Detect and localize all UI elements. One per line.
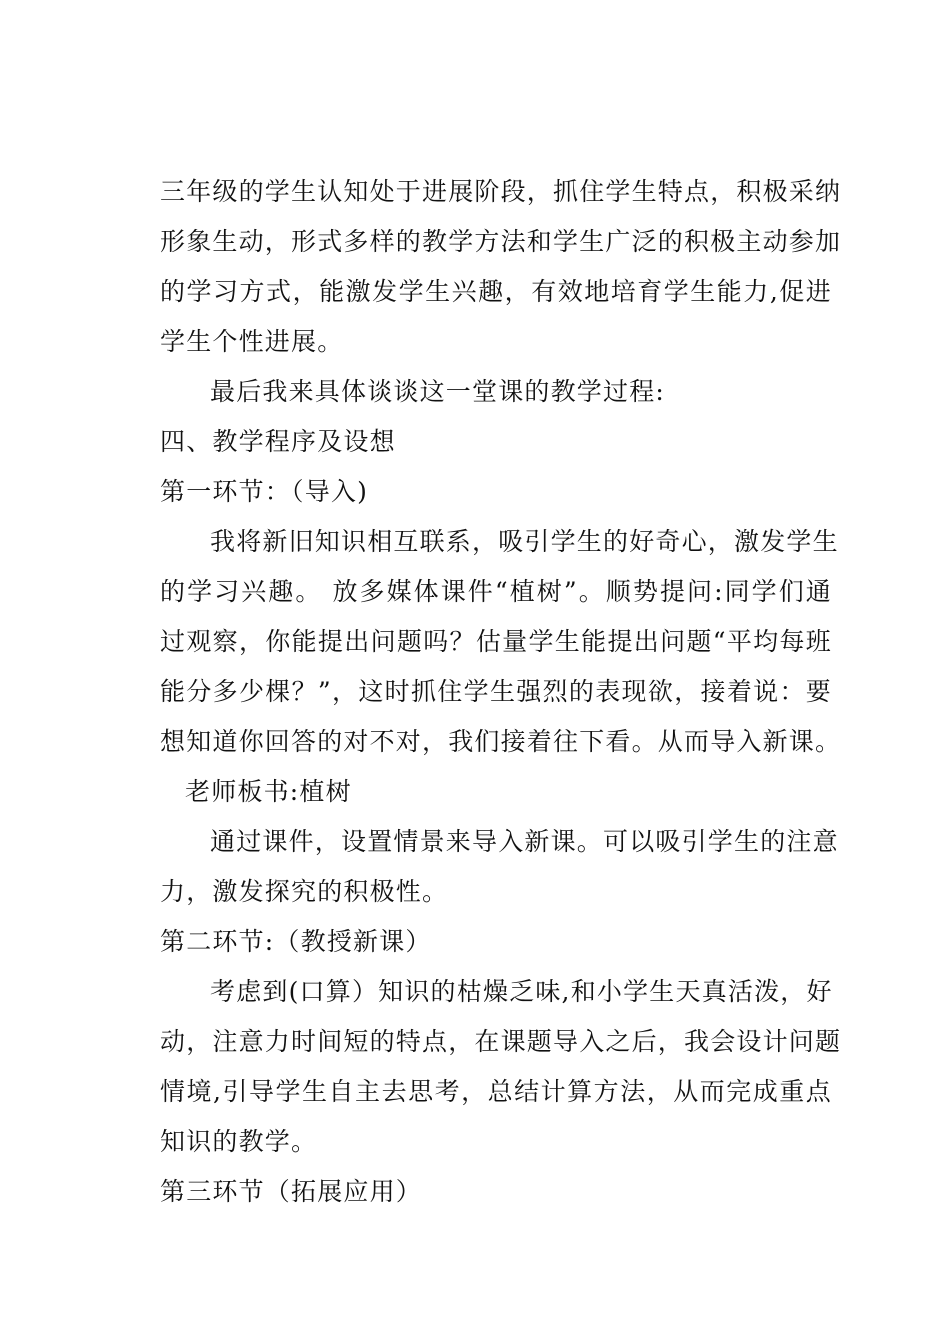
text-line: 通过课件，设置情景来导入新课。可以吸引学生的注意 <box>210 827 839 856</box>
text-line: 最后我来具体谈谈这一堂课的教学过程: <box>210 377 666 406</box>
paragraph-step-two-detail <box>160 967 842 1167</box>
text-line: 学生个性进展。 <box>160 327 344 356</box>
heading-step-two: 第二环节:（教授新课） <box>160 927 432 956</box>
text-line: 想知道你回答的对不对，我们接着往下看。从而导入新课。 <box>160 727 842 756</box>
document-page <box>160 167 842 1217</box>
heading-step-one: 第一环节：（导入) <box>160 477 369 506</box>
paragraph-intro-process <box>160 367 832 417</box>
text-line: 的学习方式，能激发学生兴趣，有效地培育学生能力,促进 <box>160 277 832 306</box>
heading-step-three: 第三环节（拓展应用） <box>160 1177 423 1206</box>
text-line: 动，注意力时间短的特点，在课题导入之后，我会设计问题 <box>160 1027 842 1056</box>
section-heading-teaching-procedure: 四、教学程序及设想 <box>160 427 396 456</box>
text-line: 形象生动，形式多样的教学方法和学生广泛的积极主动参加 <box>160 227 842 256</box>
text-line: 能分多少棵？”，这时抓住学生强烈的表现欲，接着说：要 <box>160 677 832 706</box>
text-line: 考虑到(口算）知识的枯燥乏味,和小学生天真活泼，好 <box>210 977 833 1006</box>
text-line: 三年级的学生认知处于进展阶段，抓住学生特点，积极采纳 <box>160 177 842 206</box>
blackboard-note: 老师板书:植树 <box>185 777 352 806</box>
text-line: 过观察，你能提出问题吗？估量学生能提出问题“平均每班 <box>160 627 832 656</box>
text-line: 情境,引导学生自主去思考，总结计算方法，从而完成重点 <box>160 1077 832 1106</box>
paragraph-student-analysis <box>160 167 842 367</box>
paragraph-step-one-detail <box>160 517 842 767</box>
paragraph-courseware-note <box>160 817 839 917</box>
text-line: 知识的教学。 <box>160 1127 318 1156</box>
text-line: 力，激发探究的积极性。 <box>160 877 449 906</box>
text-line: 的学习兴趣。 放多媒体课件“植树”。顺势提问:同学们通 <box>160 577 832 606</box>
text-line: 我将新旧知识相互联系，吸引学生的好奇心，激发学生 <box>210 527 839 556</box>
